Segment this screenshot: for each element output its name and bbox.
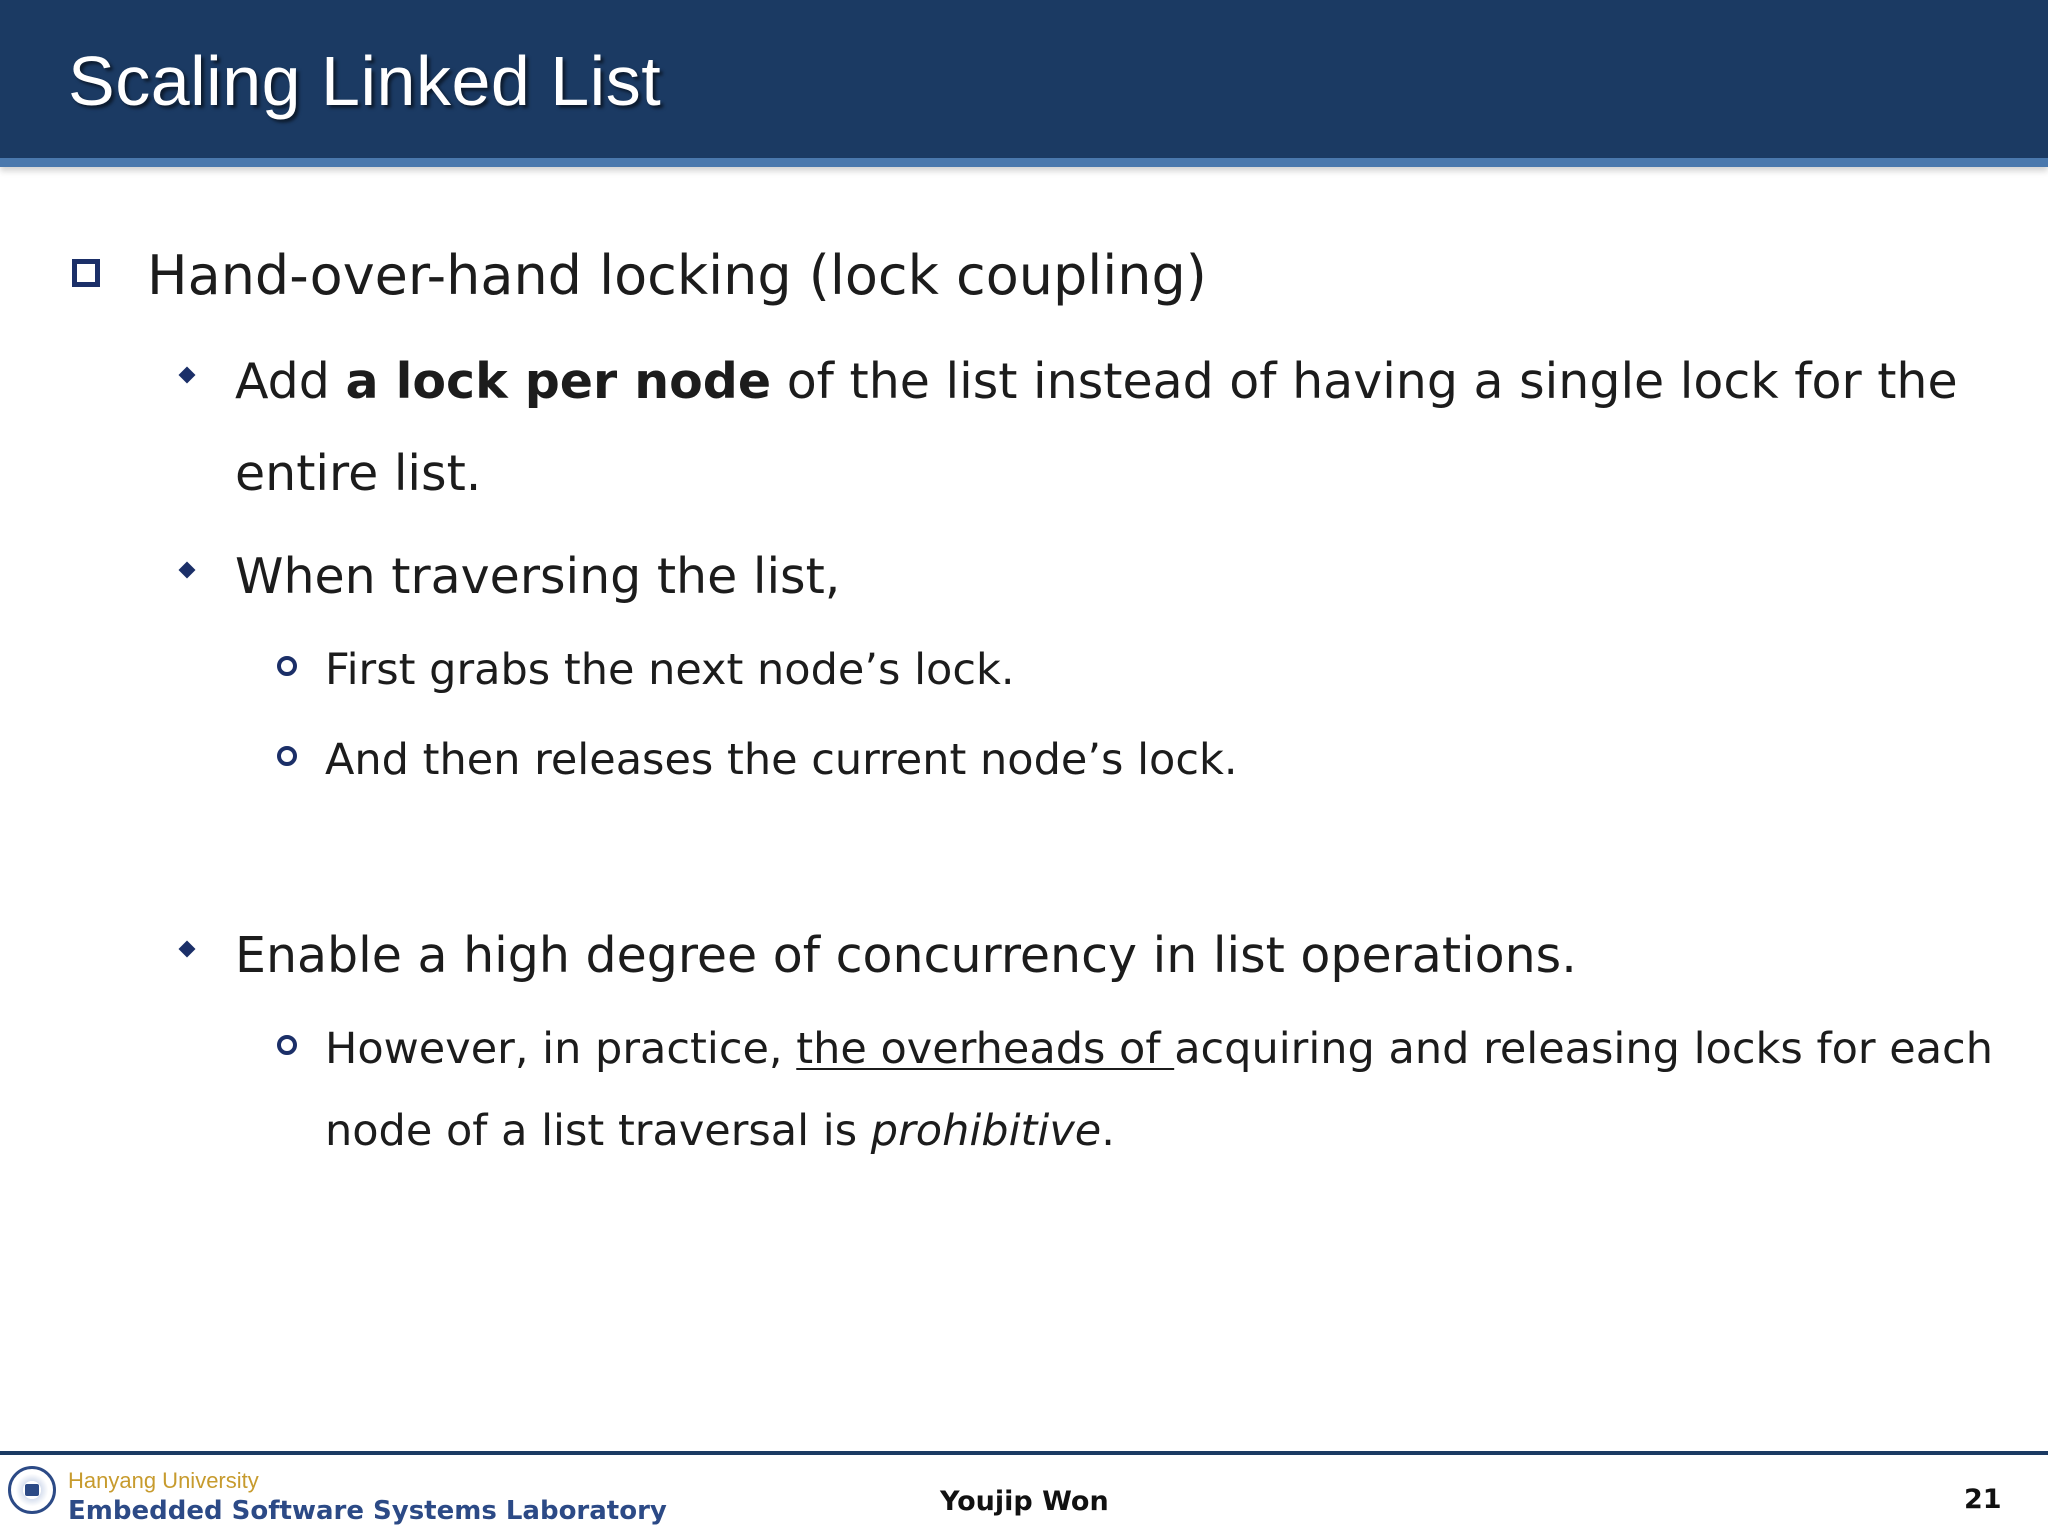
bullet-grab-next-lock: First grabs the next node’s lock.: [325, 645, 1015, 695]
text-segment: However, in practice,: [325, 1024, 797, 1074]
ring-bullet-icon: [277, 1035, 297, 1055]
bullet-overheads-continuation: [325, 1106, 1115, 1156]
diamond-bullet-icon: [179, 941, 196, 958]
bullet-lock-per-node-continuation: entire list.: [235, 445, 482, 502]
bullet-overheads: [325, 1024, 1993, 1074]
page-number: 21: [1964, 1484, 2002, 1515]
text-segment: of the list instead of having a single lock for the: [771, 353, 1958, 410]
lab-name: Embedded Software Systems Laboratory: [68, 1496, 667, 1526]
university-name: Hanyang University: [68, 1468, 259, 1493]
bullet-lock-per-node: [235, 353, 1958, 410]
seal-emblem: [25, 1484, 39, 1496]
bullet-release-current-lock: And then releases the current node’s lock.: [325, 735, 1238, 785]
bullet-traversing: When traversing the list,: [235, 548, 841, 605]
bold-text: a lock per node: [345, 353, 772, 410]
university-seal-icon: [8, 1466, 56, 1514]
ring-bullet-icon: [277, 656, 297, 676]
text-segment: acquiring and releasing locks for each: [1174, 1024, 1993, 1074]
text-segment: node of a list traversal is: [325, 1106, 871, 1156]
italic-text: prohibitive: [870, 1106, 1102, 1156]
footer-divider: [0, 1451, 2048, 1455]
diamond-bullet-icon: [179, 562, 196, 579]
bullet-concurrency: Enable a high degree of concurrency in list operations.: [235, 927, 1577, 984]
square-bullet-icon: [72, 259, 100, 287]
author-name: Youjip Won: [940, 1486, 1109, 1517]
text-segment: .: [1101, 1106, 1115, 1156]
ring-bullet-icon: [277, 746, 297, 766]
bullet-hand-over-hand: Hand-over-hand locking (lock coupling): [147, 244, 1207, 307]
diamond-bullet-icon: [179, 367, 196, 384]
slide-title: Scaling Linked List: [68, 42, 662, 120]
text-segment: Add: [235, 353, 346, 410]
slide-header: [0, 0, 2048, 167]
underlined-text: the overheads of: [796, 1024, 1175, 1074]
